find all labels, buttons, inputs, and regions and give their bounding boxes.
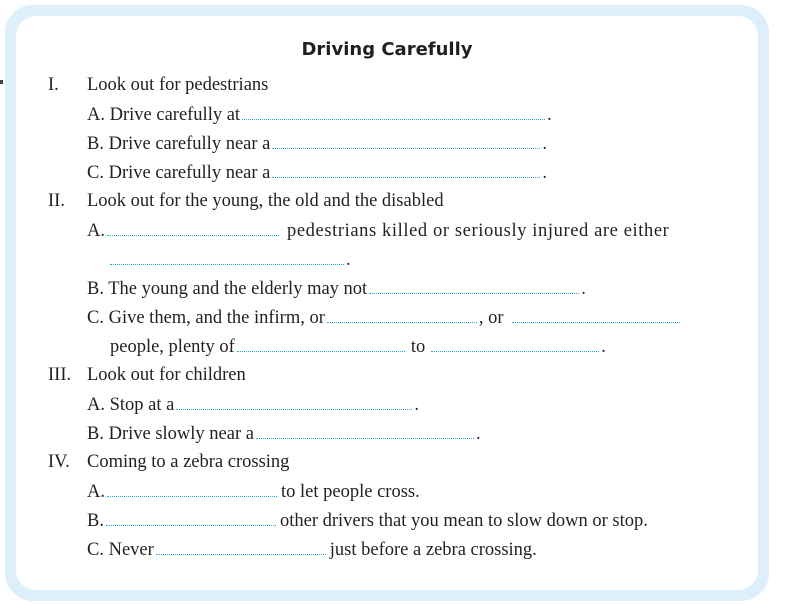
item-end: .	[601, 337, 606, 357]
margin-mark	[0, 80, 3, 84]
answer-blank[interactable]	[237, 333, 405, 352]
item-2c	[87, 304, 682, 330]
item-1b	[87, 130, 547, 156]
item-text: pedestrians killed or seriously injured are either	[287, 221, 670, 241]
item-end: .	[475, 424, 481, 444]
item-text: B.	[87, 511, 104, 531]
item-end: .	[542, 163, 547, 183]
section-heading: Coming to a zebra crossing	[87, 452, 290, 472]
item-4b	[87, 507, 648, 533]
section-heading: Look out for the young, the old and the disabled	[87, 191, 444, 211]
answer-blank[interactable]	[110, 246, 344, 265]
item-text: to let people cross.	[281, 482, 420, 502]
item-3b	[87, 420, 481, 446]
item-4c	[87, 536, 537, 562]
item-2c-cont	[110, 333, 606, 359]
item-end: .	[581, 279, 586, 299]
answer-blank[interactable]	[256, 420, 474, 439]
item-end: .	[542, 134, 547, 154]
answer-blank[interactable]	[431, 333, 599, 352]
item-end: .	[547, 105, 552, 125]
item-text: B. The young and the elderly may not	[87, 279, 368, 299]
item-text: C. Drive carefully near a	[87, 163, 271, 183]
answer-blank[interactable]	[272, 130, 540, 149]
item-text: to	[410, 337, 426, 357]
item-end: .	[346, 250, 351, 270]
answer-blank[interactable]	[369, 275, 579, 294]
answer-blank[interactable]	[242, 101, 545, 120]
item-text: other drivers that you mean to slow down or stop.	[279, 511, 648, 531]
answer-blank[interactable]	[327, 304, 477, 323]
section-number: I.	[48, 75, 59, 95]
item-text: B. Drive slowly near a	[87, 424, 254, 444]
section-number: II.	[48, 191, 65, 211]
item-1c	[87, 159, 547, 185]
section-number: III.	[48, 365, 72, 385]
item-text: just before a zebra crossing.	[329, 540, 537, 560]
item-3a	[87, 391, 419, 417]
item-text: A.	[87, 482, 105, 502]
item-text: C. Give them, and the infirm, or	[87, 308, 325, 328]
item-end: .	[414, 395, 419, 415]
item-text: A. Stop at a	[87, 395, 175, 415]
answer-blank[interactable]	[107, 217, 279, 236]
item-4a	[87, 478, 420, 504]
item-2a	[87, 217, 727, 243]
worksheet-title: Driving Carefully	[301, 39, 473, 60]
answer-blank[interactable]	[107, 478, 277, 497]
answer-blank[interactable]	[272, 159, 540, 178]
item-text: A. Drive carefully at	[87, 105, 241, 125]
answer-blank[interactable]	[106, 507, 276, 526]
answer-blank[interactable]	[156, 536, 326, 555]
item-text: B. Drive carefully near a	[87, 134, 271, 154]
item-2a-cont	[110, 246, 351, 272]
section-heading: Look out for pedestrians	[87, 75, 269, 95]
item-text: , or	[478, 308, 504, 328]
item-text: people, plenty of	[110, 337, 235, 357]
answer-blank[interactable]	[512, 304, 680, 323]
item-text: A.	[87, 221, 105, 241]
section-heading: Look out for children	[87, 365, 246, 385]
section-number: IV.	[48, 452, 70, 472]
answer-blank[interactable]	[176, 391, 412, 410]
item-text: C. Never	[87, 540, 154, 560]
item-2b	[87, 275, 586, 301]
item-1a	[87, 101, 552, 127]
